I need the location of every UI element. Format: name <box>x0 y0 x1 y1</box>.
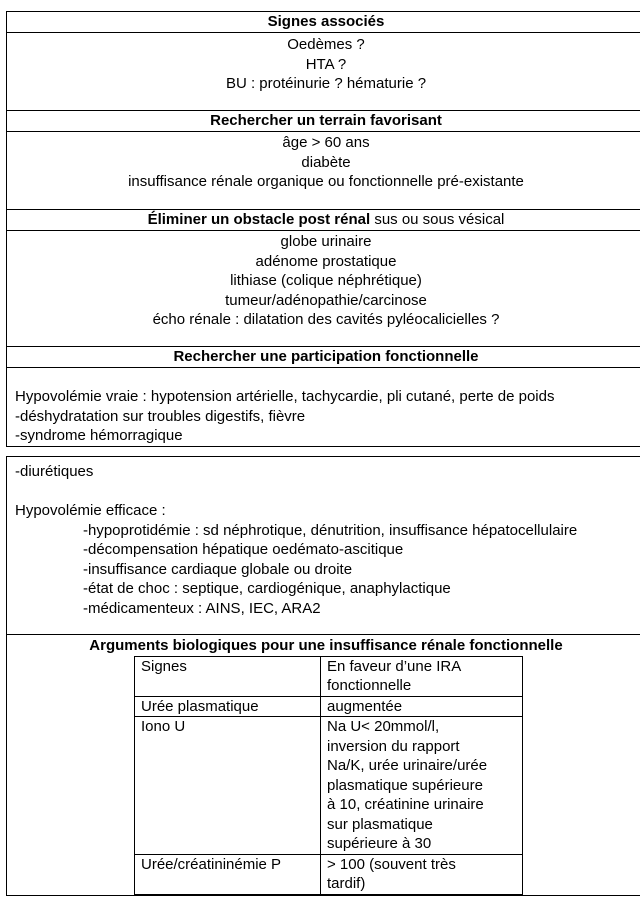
signes-item: HTA ? <box>305 55 347 73</box>
signes-header <box>7 12 640 33</box>
row-value: tardif) <box>327 875 366 892</box>
table-cell <box>321 717 523 855</box>
signes-item: Oedèmes ? <box>287 36 365 53</box>
terrain-item: diabète <box>301 153 351 171</box>
col-signes-label: Signes <box>141 657 187 675</box>
signes-body <box>7 33 640 111</box>
table-cell <box>321 696 523 717</box>
hypovolemie-efficace-body <box>7 457 640 635</box>
biological-arguments-table <box>134 656 523 895</box>
arguments-header <box>7 636 640 656</box>
efficace-item: -insuffisance cardiaque globale ou droite <box>83 560 353 578</box>
row-value: supérieure à 30 <box>327 835 432 852</box>
participation-title: Rechercher une participation fonctionnelle <box>173 348 479 365</box>
obstacle-item: tumeur/adénopathie/carcinose <box>225 291 427 309</box>
table-cell <box>135 854 321 894</box>
table-row <box>135 854 523 894</box>
obstacle-item: écho rénale : dilatation des cavités pyléocalicielles ? <box>152 311 500 328</box>
row-value: augmentée <box>327 697 403 715</box>
row-value: Na U< 20mmol/l, <box>327 718 440 735</box>
obstacle-item: lithiase (colique néphrétique) <box>230 272 422 289</box>
row-label: Iono U <box>141 718 186 735</box>
spacer <box>15 482 640 502</box>
row-label: Urée plasmatique <box>141 697 259 715</box>
lower-table <box>6 456 640 896</box>
table-row <box>135 717 523 855</box>
terrain-header <box>7 111 640 132</box>
participation-body <box>7 368 640 446</box>
terrain-title: Rechercher un terrain favorisant <box>210 112 442 129</box>
efficace-title: Hypovolémie efficace : <box>15 502 166 519</box>
participation-item: -syndrome hémorragique <box>15 427 183 444</box>
arguments-section <box>7 635 640 895</box>
row-value: plasmatique supérieure <box>327 776 483 794</box>
diuretiques-line: -diurétiques <box>15 463 94 480</box>
row-label: Urée/créatininémie P <box>141 855 282 873</box>
obstacle-header <box>7 210 640 231</box>
signes-title: Signes associés <box>267 13 385 30</box>
upper-table <box>6 11 640 447</box>
efficace-item: -décompensation hépatique oedémato-ascitique <box>83 541 404 558</box>
row-value: > 100 (souvent très <box>327 855 456 873</box>
row-value: Na/K, urée urinaire/urée <box>327 757 488 774</box>
table-header-row <box>135 656 523 696</box>
obstacle-item: adénome prostatique <box>255 252 397 270</box>
row-value: sur plasmatique <box>327 815 433 833</box>
table-cell <box>321 656 523 696</box>
obstacle-body <box>7 231 640 347</box>
terrain-item: insuffisance rénale organique ou fonctionnelle pré-existante <box>128 173 524 190</box>
obstacle-title-rest: sus ou sous vésical <box>370 211 505 228</box>
signes-item: BU : protéinurie ? hématurie ? <box>225 75 427 92</box>
efficace-item: -état de choc : septique, cardiogénique, anaphylactique <box>83 580 451 597</box>
row-value: inversion du rapport <box>327 737 460 755</box>
col-faveur-label: fonctionnelle <box>327 677 412 694</box>
col-faveur-label: En faveur d’une IRA <box>327 657 462 675</box>
terrain-body <box>7 132 640 210</box>
arguments-title: Arguments biologiques pour une insuffisance rénale fonctionnelle <box>89 637 563 654</box>
table-cell <box>321 854 523 894</box>
participation-item: Hypovolémie vraie : hypotension artérielle, tachycardie, pli cutané, perte de poids <box>15 388 555 405</box>
efficace-item: -médicamenteux : AINS, IEC, ARA2 <box>83 599 321 617</box>
participation-header <box>7 347 640 368</box>
table-row <box>135 696 523 717</box>
obstacle-title: Éliminer un obstacle post rénal <box>147 211 371 228</box>
table-cell <box>135 717 321 855</box>
row-value: à 10, créatinine urinaire <box>327 796 484 813</box>
participation-item: -déshydratation sur troubles digestifs, fièvre <box>15 407 306 425</box>
efficace-item: -hypoprotidémie : sd néphrotique, dénutrition, insuffisance hépatocellulaire <box>83 521 578 539</box>
table-cell <box>135 696 321 717</box>
terrain-item: âge > 60 ans <box>282 134 370 151</box>
table-cell <box>135 656 321 696</box>
obstacle-item: globe urinaire <box>280 233 372 250</box>
